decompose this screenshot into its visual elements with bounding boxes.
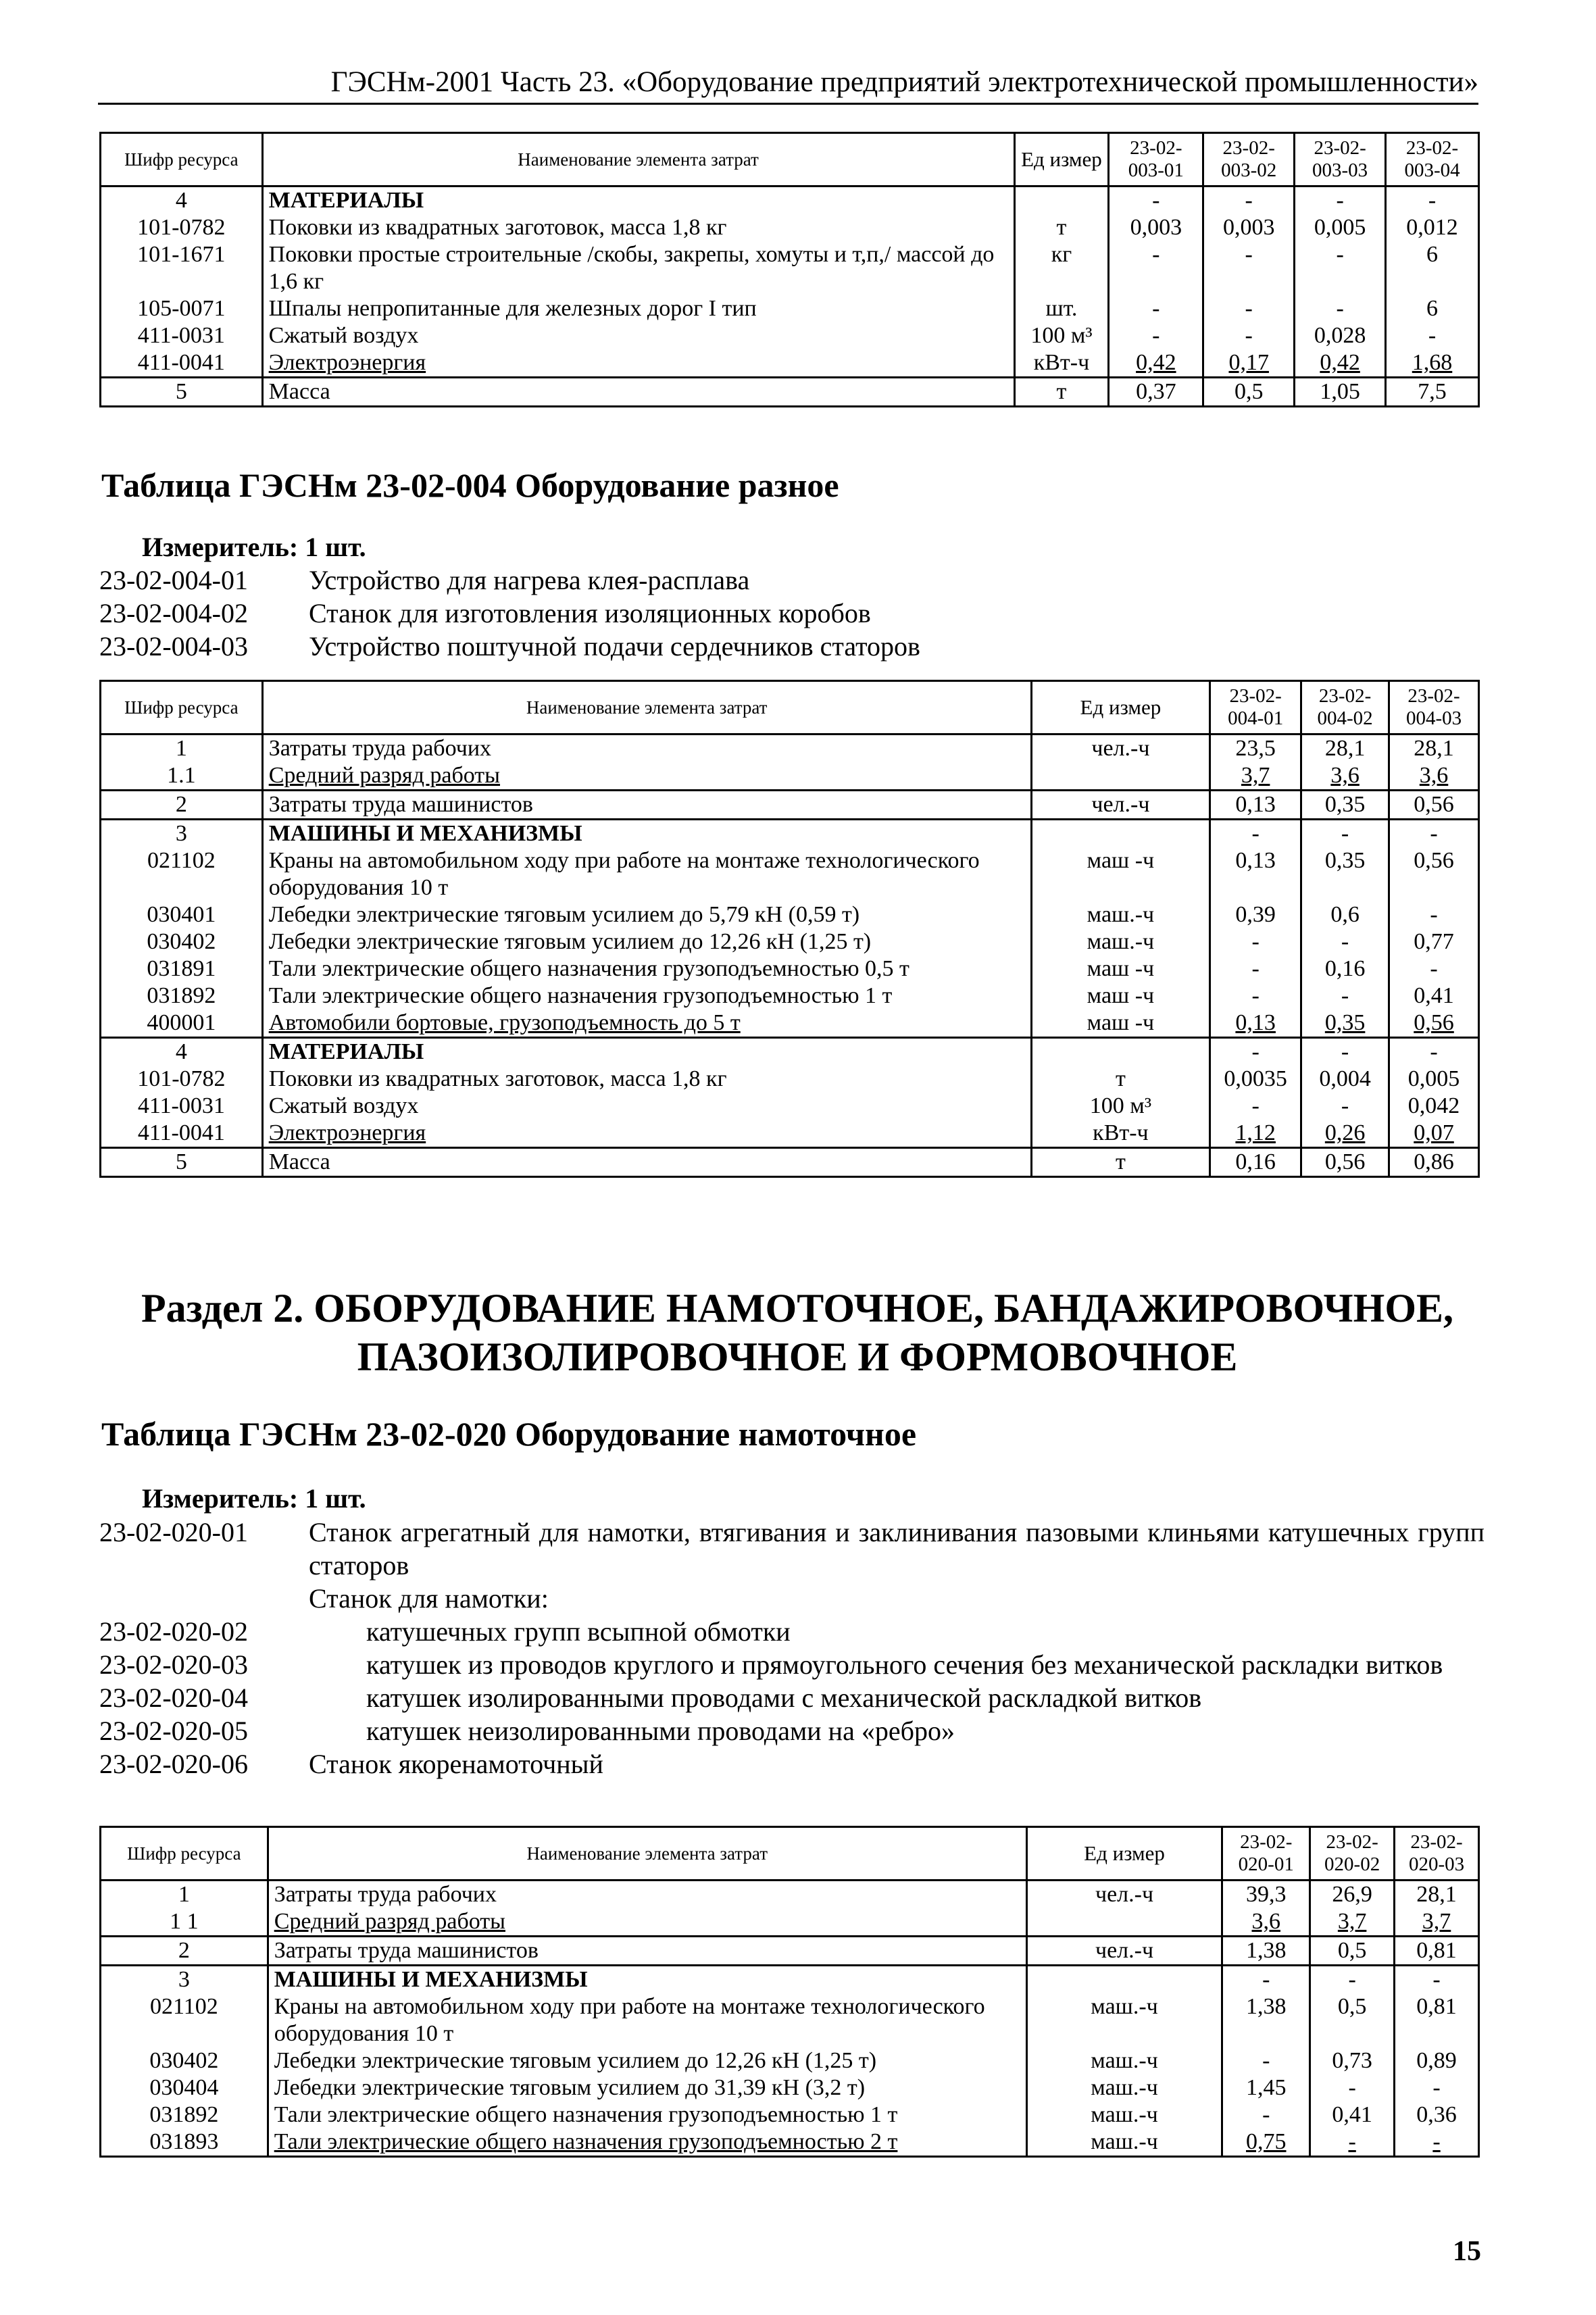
measure-value: 1 шт. (305, 1483, 366, 1514)
cell-value: 0,0035 (1210, 1066, 1301, 1093)
cell-unit: маш.-ч (1026, 2129, 1222, 2157)
list-item (99, 630, 1485, 663)
cell-name: Лебедки электрические тяговым усилием до 12,26 кН (1,25 т) (268, 2047, 1026, 2074)
cell-unit: маш.-ч (1031, 901, 1210, 928)
cell-name: МАШИНЫ И МЕХАНИЗМЫ (268, 1966, 1026, 1994)
cell-code: 101-0782 (101, 1066, 263, 1093)
cell-unit (1031, 762, 1210, 791)
cell-unit: чел.-ч (1031, 735, 1210, 763)
cell-value: - (1301, 1038, 1389, 1066)
cell-value: - (1386, 186, 1479, 215)
cell-code: 030402 (101, 928, 263, 955)
item-code: 23-02-004-03 (99, 631, 248, 662)
cell-value: 0,86 (1389, 1148, 1479, 1177)
item-code: 23-02-020-03 (99, 1649, 248, 1680)
cell-code: 411-0031 (101, 322, 263, 349)
table-header-row (101, 681, 1479, 735)
cell-code: 101-0782 (101, 214, 263, 241)
cell-value: - (1295, 241, 1386, 295)
cell-value: 28,1 (1389, 735, 1479, 763)
cell-name: Средний разряд работы (268, 1908, 1026, 1937)
cell-value: - (1203, 295, 1295, 322)
cell-value: 0,56 (1389, 791, 1479, 820)
table-row (101, 762, 1479, 791)
item-code: 23-02-020-01 (99, 1517, 248, 1547)
cell-value: 0,13 (1210, 791, 1301, 820)
list-item (99, 1681, 1485, 1714)
col-header-name: Наименование элемента затрат (262, 681, 1031, 735)
col-header-norm: 23-02-003-01 (1109, 133, 1203, 186)
cell-value: 0,56 (1389, 1010, 1479, 1038)
item-text: Станок якоренамоточный (309, 1749, 603, 1779)
cell-value: 1,45 (1222, 2074, 1310, 2101)
cell-unit: чел.-ч (1026, 1937, 1222, 1966)
item-code (99, 1582, 309, 1615)
list-item (99, 1714, 1485, 1747)
cell-value: 3,6 (1389, 762, 1479, 791)
measure-label: Измеритель: (142, 1483, 299, 1514)
cell-value: 0,028 (1295, 322, 1386, 349)
cell-unit: т (1014, 214, 1109, 241)
cell-value: 0,56 (1301, 1148, 1389, 1177)
cell-code: 031893 (101, 2129, 268, 2157)
cell-code: 030401 (101, 901, 263, 928)
cell-unit (1031, 1038, 1210, 1066)
cell-value: - (1295, 186, 1386, 215)
cell-code: 031892 (101, 2101, 268, 2129)
cell-value: 0,17 (1203, 349, 1295, 378)
cell-value: 0,003 (1109, 214, 1203, 241)
measure-line (142, 1483, 366, 1515)
table-row (101, 241, 1479, 295)
item-code: 23-02-020-06 (99, 1749, 248, 1779)
col-header-name: Наименование элемента затрат (262, 133, 1014, 186)
col-header-code: Шифр ресурса (101, 133, 263, 186)
table-row (101, 1908, 1479, 1937)
item-code: 23-02-020-02 (99, 1616, 248, 1647)
cell-unit: чел.-ч (1026, 1881, 1222, 1909)
cell-value: - (1210, 820, 1301, 848)
cell-unit: 100 м³ (1014, 322, 1109, 349)
table-row (101, 214, 1479, 241)
col-header-norm: 23-02-004-01 (1210, 681, 1301, 735)
table-row (101, 1148, 1479, 1177)
cell-name: Поковки из квадратных заготовок, масса 1,8 кг (262, 214, 1014, 241)
cell-name: Автомобили бортовые, грузоподъемность до 5 т (262, 1010, 1031, 1038)
table-row (101, 2074, 1479, 2101)
running-header: ГЭСНм-2001 Часть 23. «Оборудование предприятий электротехнической промышленности» (98, 65, 1478, 105)
item-code: 23-02-020-05 (99, 1716, 248, 1746)
cell-value: 0,13 (1210, 1010, 1301, 1038)
cell-value: - (1210, 955, 1301, 982)
cell-value: 1,05 (1295, 378, 1386, 407)
cell-value: 0,81 (1395, 1937, 1479, 1966)
table-row (101, 1937, 1479, 1966)
cell-value: 0,42 (1295, 349, 1386, 378)
table-row (101, 1120, 1479, 1148)
cell-unit: кг (1014, 241, 1109, 295)
cell-value: - (1310, 1966, 1395, 1994)
cell-unit: т (1031, 1066, 1210, 1093)
table-title: Таблица ГЭСНм 23-02-004 Оборудование разное (101, 466, 839, 504)
cell-unit: маш.-ч (1026, 1993, 1222, 2047)
cell-value: 3,6 (1301, 762, 1389, 791)
table-23-02-004 (99, 680, 1480, 1178)
table-23-02-003 (99, 132, 1480, 407)
measure-value: 1 шт. (305, 532, 366, 562)
col-header-norm: 23-02-003-03 (1295, 133, 1386, 186)
cell-value: 0,004 (1301, 1066, 1389, 1093)
cell-value: 3,7 (1395, 1908, 1479, 1937)
cell-value: - (1203, 322, 1295, 349)
cell-name: Сжатый воздух (262, 322, 1014, 349)
cell-value: 0,16 (1301, 955, 1389, 982)
cell-value: 0,73 (1310, 2047, 1395, 2074)
item-text: катушек изолированными проводами с механической раскладкой витков (366, 1683, 1202, 1713)
table-row (101, 955, 1479, 982)
col-header-code: Шифр ресурса (101, 681, 263, 735)
cell-code: 411-0041 (101, 1120, 263, 1148)
cell-value: - (1210, 1038, 1301, 1066)
cell-value: - (1109, 241, 1203, 295)
cell-value: - (1395, 2129, 1479, 2157)
cell-unit (1014, 186, 1109, 215)
cell-value: - (1395, 1966, 1479, 1994)
cell-value: 0,75 (1222, 2129, 1310, 2157)
list-item (99, 1648, 1485, 1681)
cell-value: 0,042 (1389, 1093, 1479, 1120)
cell-name: Лебедки электрические тяговым усилием до 5,79 кН (0,59 т) (262, 901, 1031, 928)
cell-value: - (1310, 2074, 1395, 2101)
table-row (101, 186, 1479, 215)
table-row (101, 295, 1479, 322)
table-row (101, 349, 1479, 378)
cell-value: - (1222, 2101, 1310, 2129)
cell-value: 0,77 (1389, 928, 1479, 955)
part-heading-line: ПАЗОИЗОЛИРОВОЧНОЕ И ФОРМОВОЧНОЕ (357, 1335, 1238, 1379)
cell-value: - (1222, 1966, 1310, 1994)
table-row (101, 1993, 1479, 2047)
col-header-norm: 23-02-004-03 (1389, 681, 1479, 735)
cell-unit: 100 м³ (1031, 1093, 1210, 1120)
cell-value: - (1210, 982, 1301, 1010)
cell-value: 6 (1386, 241, 1479, 295)
cell-value: 1,12 (1210, 1120, 1301, 1148)
cell-value: - (1301, 928, 1389, 955)
table-row (101, 1966, 1479, 1994)
cell-code: 4 (101, 186, 263, 215)
table-row (101, 1010, 1479, 1038)
cell-unit: чел.-ч (1031, 791, 1210, 820)
item-text: катушек из проводов круглого и прямоугольного сечения без механической раскладки витков (366, 1649, 1443, 1680)
col-header-unit: Ед измер (1031, 681, 1210, 735)
cell-value: 39,3 (1222, 1881, 1310, 1909)
item-list (99, 564, 1485, 663)
table-title: Таблица ГЭСНм 23-02-020 Оборудование намоточное (101, 1415, 917, 1453)
item-text: Станок агрегатный для намотки, втягивания и заклинивания пазовыми клиньями катушечных групп статоров (309, 1517, 1485, 1580)
cell-name: Тали электрические общего назначения грузоподъемностью 0,5 т (262, 955, 1031, 982)
cell-name: Средний разряд работы (262, 762, 1031, 791)
cell-value: 0,35 (1301, 1010, 1389, 1038)
part-heading-line: Раздел 2. ОБОРУДОВАНИЕ НАМОТОЧНОЕ, БАНДАЖИРОВОЧНОЕ, (141, 1286, 1454, 1330)
cell-unit (1026, 1966, 1222, 1994)
cell-name: Лебедки электрические тяговым усилием до 12,26 кН (1,25 т) (262, 928, 1031, 955)
cell-value: 0,81 (1395, 1993, 1479, 2047)
cell-value: 28,1 (1395, 1881, 1479, 1909)
cell-value: 3,6 (1222, 1908, 1310, 1937)
list-item (99, 597, 1485, 630)
cell-code: 031891 (101, 955, 263, 982)
item-text: Устройство для нагрева клея-расплава (309, 565, 750, 595)
table-row (101, 791, 1479, 820)
cell-unit: маш -ч (1031, 982, 1210, 1010)
cell-value: - (1109, 295, 1203, 322)
cell-name: Тали электрические общего назначения грузоподъемностью 2 т (268, 2129, 1026, 2157)
cell-unit: маш -ч (1031, 955, 1210, 982)
cell-unit: т (1031, 1148, 1210, 1177)
part-heading (101, 1284, 1493, 1381)
item-code: 23-02-020-04 (99, 1683, 248, 1713)
table-23-02-020 (99, 1826, 1480, 2158)
table-row (101, 2129, 1479, 2157)
item-text: катушек неизолированными проводами на «ребро» (366, 1716, 955, 1746)
table-row (101, 928, 1479, 955)
cell-value: 1,38 (1222, 1937, 1310, 1966)
cell-unit: маш -ч (1031, 1010, 1210, 1038)
measure-label: Измеритель: (142, 532, 299, 562)
cell-value: 0,005 (1295, 214, 1386, 241)
cell-value: - (1389, 901, 1479, 928)
cell-value: 0,16 (1210, 1148, 1301, 1177)
list-item (99, 1747, 1485, 1781)
page-number: 15 (1453, 2236, 1481, 2267)
table-row (101, 735, 1479, 763)
cell-value: - (1203, 186, 1295, 215)
cell-value: 0,6 (1301, 901, 1389, 928)
cell-code: 101-1671 (101, 241, 263, 295)
col-header-norm: 23-02-020-02 (1310, 1827, 1395, 1881)
cell-value: 0,41 (1310, 2101, 1395, 2129)
col-header-name: Наименование элемента затрат (268, 1827, 1026, 1881)
cell-name: Краны на автомобильном ходу при работе на монтаже технологического оборудования 10 т (268, 1993, 1026, 2047)
cell-code: 3 (101, 820, 263, 848)
table-row (101, 1066, 1479, 1093)
cell-name: Затраты труда рабочих (268, 1881, 1026, 1909)
cell-value: - (1203, 241, 1295, 295)
cell-code: 1.1 (101, 762, 263, 791)
cell-code: 030402 (101, 2047, 268, 2074)
cell-value: - (1386, 322, 1479, 349)
table-row (101, 1881, 1479, 1909)
cell-value: 0,26 (1301, 1120, 1389, 1148)
cell-value: 3,7 (1310, 1908, 1395, 1937)
table-row (101, 1093, 1479, 1120)
cell-code: 021102 (101, 1993, 268, 2047)
measure-line (142, 531, 366, 564)
cell-code: 1 1 (101, 1908, 268, 1937)
list-item (99, 1516, 1485, 1582)
col-header-code: Шифр ресурса (101, 1827, 268, 1881)
cell-value: 6 (1386, 295, 1479, 322)
cell-value: - (1301, 982, 1389, 1010)
cell-value: 0,005 (1389, 1066, 1479, 1093)
col-header-norm: 23-02-003-04 (1386, 133, 1479, 186)
cell-value: - (1389, 955, 1479, 982)
list-item (99, 1615, 1485, 1648)
table-header-row (101, 133, 1479, 186)
cell-value: 0,35 (1301, 847, 1389, 901)
cell-value: - (1301, 1093, 1389, 1120)
cell-value: 0,37 (1109, 378, 1203, 407)
item-text: Устройство поштучной подачи сердечников статоров (309, 631, 920, 662)
col-header-norm: 23-02-004-02 (1301, 681, 1389, 735)
cell-unit: маш.-ч (1026, 2047, 1222, 2074)
col-header-unit: Ед измер (1014, 133, 1109, 186)
cell-value: - (1389, 1038, 1479, 1066)
cell-code: 105-0071 (101, 295, 263, 322)
cell-value: - (1389, 820, 1479, 848)
cell-value: 0,41 (1389, 982, 1479, 1010)
table-row (101, 982, 1479, 1010)
cell-value: 0,56 (1389, 847, 1479, 901)
table-row (101, 322, 1479, 349)
cell-value: - (1301, 820, 1389, 848)
cell-unit: кВт-ч (1031, 1120, 1210, 1148)
table-row (101, 820, 1479, 848)
list-item (99, 564, 1485, 597)
cell-unit: кВт-ч (1014, 349, 1109, 378)
col-header-norm: 23-02-003-02 (1203, 133, 1295, 186)
cell-name: Тали электрические общего назначения грузоподъемностью 1 т (262, 982, 1031, 1010)
cell-value: 0,5 (1310, 1937, 1395, 1966)
cell-name: Электроэнергия (262, 349, 1014, 378)
cell-value: 3,7 (1210, 762, 1301, 791)
cell-value: 23,5 (1210, 735, 1301, 763)
cell-value: - (1295, 295, 1386, 322)
cell-value: 0,39 (1210, 901, 1301, 928)
cell-value: 0,89 (1395, 2047, 1479, 2074)
cell-name: Масса (262, 378, 1014, 407)
cell-value: 28,1 (1301, 735, 1389, 763)
cell-name: Поковки простые строительные /скобы, закрепы, хомуты и т,п,/ массой до 1,6 кг (262, 241, 1014, 295)
cell-name: Затраты труда машинистов (268, 1937, 1026, 1966)
cell-unit: т (1014, 378, 1109, 407)
item-code: 23-02-004-02 (99, 598, 248, 628)
cell-name: Масса (262, 1148, 1031, 1177)
table-row (101, 2047, 1479, 2074)
cell-value: - (1395, 2074, 1479, 2101)
cell-code: 400001 (101, 1010, 263, 1038)
table-row (101, 847, 1479, 901)
cell-code: 3 (101, 1966, 268, 1994)
table-row (101, 378, 1479, 407)
cell-unit: маш.-ч (1026, 2074, 1222, 2101)
cell-value: - (1310, 2129, 1395, 2157)
item-list (99, 1516, 1485, 1781)
item-code: 23-02-004-01 (99, 565, 248, 595)
item-text: катушечных групп всыпной обмотки (366, 1616, 791, 1647)
cell-value: 7,5 (1386, 378, 1479, 407)
item-text: Станок для намотки: (309, 1583, 549, 1614)
cell-value: 26,9 (1310, 1881, 1395, 1909)
cell-code: 1 (101, 735, 263, 763)
cell-value: 0,35 (1301, 791, 1389, 820)
cell-unit: маш.-ч (1026, 2101, 1222, 2129)
col-header-norm: 23-02-020-03 (1395, 1827, 1479, 1881)
cell-code: 1 (101, 1881, 268, 1909)
cell-name: МАТЕРИАЛЫ (262, 1038, 1031, 1066)
table-row (101, 901, 1479, 928)
cell-name: Затраты труда машинистов (262, 791, 1031, 820)
cell-value: - (1210, 928, 1301, 955)
cell-value: 1,38 (1222, 1993, 1310, 2047)
cell-code: 5 (101, 1148, 263, 1177)
cell-code: 2 (101, 791, 263, 820)
cell-name: Тали электрические общего назначения грузоподъемностью 1 т (268, 2101, 1026, 2129)
cell-name: МАТЕРИАЛЫ (262, 186, 1014, 215)
cell-unit: маш -ч (1031, 847, 1210, 901)
cell-unit (1031, 820, 1210, 848)
cell-name: Лебедки электрические тяговым усилием до 31,39 кН (3,2 т) (268, 2074, 1026, 2101)
table-row (101, 1038, 1479, 1066)
cell-name: Затраты труда рабочих (262, 735, 1031, 763)
cell-value: 0,36 (1395, 2101, 1479, 2129)
cell-value: - (1109, 186, 1203, 215)
cell-value: - (1210, 1093, 1301, 1120)
table-header-row (101, 1827, 1479, 1881)
cell-name: Сжатый воздух (262, 1093, 1031, 1120)
cell-value: 0,07 (1389, 1120, 1479, 1148)
cell-code: 4 (101, 1038, 263, 1066)
cell-value: 0,012 (1386, 214, 1479, 241)
col-header-norm: 23-02-020-01 (1222, 1827, 1310, 1881)
cell-value: 1,68 (1386, 349, 1479, 378)
col-header-unit: Ед измер (1026, 1827, 1222, 1881)
cell-code: 031892 (101, 982, 263, 1010)
cell-code: 411-0041 (101, 349, 263, 378)
cell-name: Шпалы непропитанные для железных дорог I тип (262, 295, 1014, 322)
table-row (101, 2101, 1479, 2129)
cell-code: 5 (101, 378, 263, 407)
cell-name: Электроэнергия (262, 1120, 1031, 1148)
cell-name: МАШИНЫ И МЕХАНИЗМЫ (262, 820, 1031, 848)
cell-value: 0,5 (1310, 1993, 1395, 2047)
cell-value: - (1109, 322, 1203, 349)
cell-unit (1026, 1908, 1222, 1937)
cell-value: 0,13 (1210, 847, 1301, 901)
cell-code: 2 (101, 1937, 268, 1966)
cell-unit: шт. (1014, 295, 1109, 322)
cell-name: Поковки из квадратных заготовок, масса 1,8 кг (262, 1066, 1031, 1093)
cell-code: 021102 (101, 847, 263, 901)
cell-value: 0,003 (1203, 214, 1295, 241)
list-item (99, 1582, 1485, 1615)
cell-code: 411-0031 (101, 1093, 263, 1120)
cell-code: 030404 (101, 2074, 268, 2101)
cell-value: 0,42 (1109, 349, 1203, 378)
cell-unit: маш.-ч (1031, 928, 1210, 955)
item-text: Станок для изготовления изоляционных коробов (309, 598, 871, 628)
cell-value: - (1222, 2047, 1310, 2074)
cell-value: 0,5 (1203, 378, 1295, 407)
cell-name: Краны на автомобильном ходу при работе на монтаже технологического оборудования 10 т (262, 847, 1031, 901)
